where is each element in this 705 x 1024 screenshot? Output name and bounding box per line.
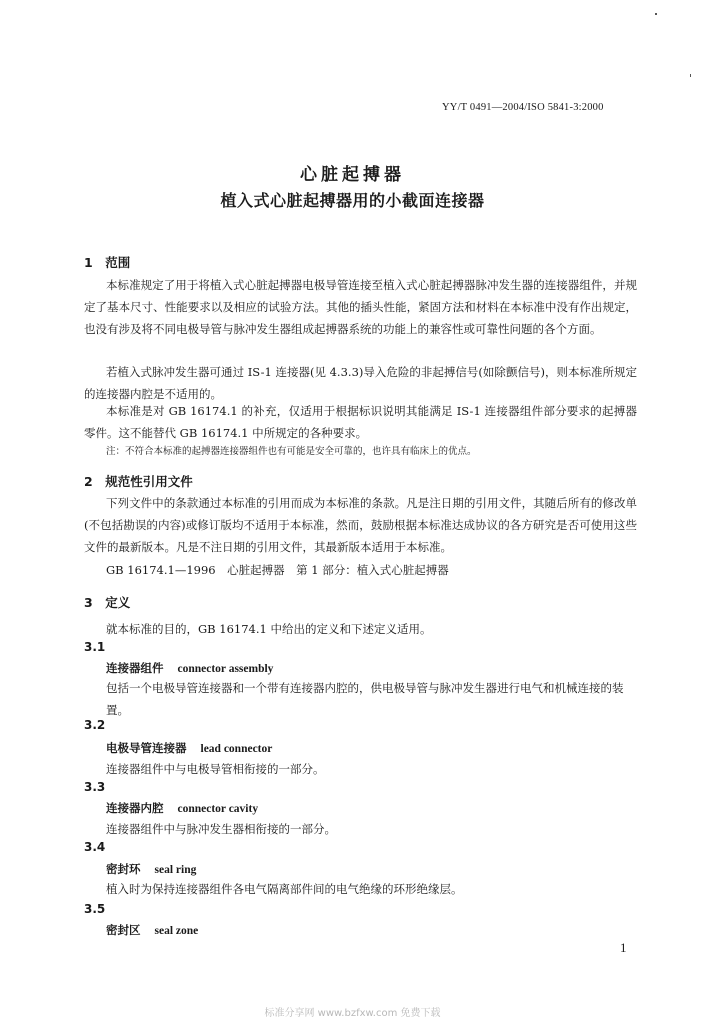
- paragraph: 本标准是对 GB 16174.1 的补充，仅适用于根据标识说明其能满足 IS-1 连接器组件部分要求的起搏器零件。这不能替代 GB 16174.1 中所规定的各种要求。: [84, 404, 637, 440]
- term-title: 电极导管连接器 lead connector: [106, 741, 273, 755]
- term-definition: 植入时为保持连接器组件各电气隔离部件间的电气绝缘的环形绝缘层。: [106, 882, 463, 896]
- term-title: 连接器内腔 connector cavity: [106, 801, 259, 815]
- standard-number: YY/T 0491—2004/ISO 5841-3:2000: [442, 102, 604, 113]
- reference-item: GB 16174.1—1996 心脏起搏器 第 1 部分：植入式心脏起搏器: [106, 563, 449, 577]
- scan-speck: [655, 13, 657, 15]
- document-subtitle: 植入式心脏起搏器用的小截面连接器: [220, 191, 485, 210]
- term-title: 密封环 seal ring: [106, 862, 197, 876]
- term-definition: 包括一个电极导管连接器和一个带有连接器内腔的，供电极导管与脉冲发生器进行电气和机械连接的装置。: [106, 681, 624, 717]
- term-number: 3.1: [84, 640, 106, 654]
- section-heading-references: 2 规范性引用文件: [84, 474, 193, 489]
- paragraph: 若植入式脉冲发生器可通过 IS-1 连接器(见 4.3.3)导入危险的非起搏信号(如除颤信号)，则本标准所规定的连接器内腔是不适用的。: [84, 365, 637, 401]
- paragraph: 下列文件中的条款通过本标准的引用而成为本标准的条款。凡是注日期的引用文件，其随后所有的修改单(不包括勘误的内容)或修订版均不适用于本标准，然而，鼓励根据本标准达成协议的各方研究是否可使用这些文件的最新版本。凡是不注日期的引用文件，其最新版本适用于本标准。: [84, 496, 637, 554]
- paragraph: 本标准规定了用于将植入式心脏起搏器电极导管连接至植入式心脏起搏器脉冲发生器的连接器组件，并规定了基本尺寸、性能要求以及相应的试验方法。其他的插头性能，紧固方法和材料在本标准中没有作出规定，也没有涉及将不同电极导管与脉冲发生器组成起搏器系统的功能上的兼容性或可靠性问题的各个方面。: [84, 278, 637, 336]
- section-heading-definitions: 3 定义: [84, 595, 131, 610]
- term-title: 密封区 seal zone: [106, 923, 199, 937]
- term-number: 3.5: [84, 902, 106, 916]
- section-heading-scope: 1 范围: [84, 255, 131, 270]
- page-number: 1: [620, 940, 627, 955]
- term-definition: 连接器组件中与脉冲发生器相衔接的一部分。: [106, 822, 336, 836]
- term-number: 3.2: [84, 718, 106, 732]
- term-number: 3.3: [84, 780, 106, 794]
- term-number: 3.4: [84, 840, 106, 854]
- footer-watermark: 标准分享网 www.bzfxw.com 免费下载: [264, 1008, 441, 1019]
- scan-speck: [690, 74, 691, 77]
- document-title: 心脏起搏器: [300, 165, 405, 185]
- term-definition: 连接器组件中与电极导管相衔接的一部分。: [106, 762, 325, 776]
- paragraph: 就本标准的目的，GB 16174.1 中给出的定义和下述定义适用。: [106, 622, 432, 636]
- note: 注：不符合本标准的起搏器连接器组件也有可能是安全可靠的，也许具有临床上的优点。: [106, 446, 477, 457]
- term-title: 连接器组件 connector assembly: [106, 661, 274, 675]
